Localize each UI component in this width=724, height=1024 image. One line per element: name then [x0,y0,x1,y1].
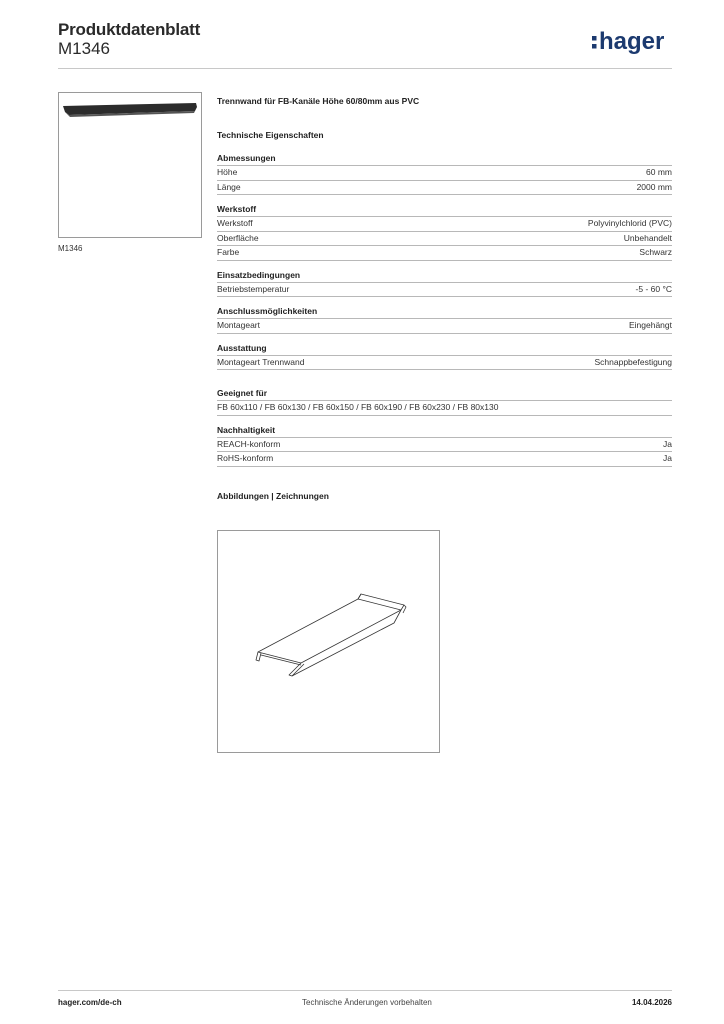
property-row [217,232,672,247]
section-equipment [217,342,672,371]
section-title: Einsatzbedingungen [217,269,672,283]
property-label: FB 60x110 / FB 60x130 / FB 60x150 / FB 60x190 / FB 60x230 / FB 80x130 [217,402,499,412]
property-row [217,181,672,196]
property-label: Oberfläche [217,232,259,243]
product-details [217,96,672,505]
property-label: REACH-konform [217,438,281,449]
section-sustainability [217,424,672,467]
property-row [217,401,672,416]
logo-text: hager [599,28,665,55]
section-dimensions [217,152,672,195]
property-row [217,452,672,467]
property-label: Werkstoff [217,218,253,228]
property-label: Montageart Trennwand [217,356,305,367]
section-title: Werkstoff [217,203,672,217]
property-row [217,319,672,334]
article-number: M1346 [58,39,110,58]
property-label: RoHS-konform [217,453,274,463]
product-description: Trennwand für FB-Kanäle Höhe 60/80mm aus PVC [217,96,420,106]
footer-website: hager.com/de-ch [58,998,122,1007]
divider-drawing-icon [218,531,439,752]
property-label: Länge [217,181,241,192]
section-title: Nachhaltigkeit [217,424,672,438]
property-value: 2000 mm [636,181,672,192]
property-value: Ja [663,453,672,463]
technical-drawing [217,530,440,753]
section-title: Abmessungen [217,152,672,166]
property-value: Schnappbefestigung [594,356,672,367]
product-photo-icon [59,93,201,237]
property-row [217,246,672,261]
property-value: Polyvinylchlorid (PVC) [587,218,672,228]
product-image-caption: M1346 [58,244,83,253]
property-row [217,283,672,298]
section-title: Anschlussmöglichkeiten [217,305,672,319]
property-row [217,217,672,232]
property-row [217,356,672,371]
section-title: Ausstattung [217,342,672,356]
hager-logo [590,27,676,57]
section-connection-options [217,305,672,334]
footer-notice: Technische Änderungen vorbehalten [302,998,432,1007]
property-value: -5 - 60 °C [635,283,672,294]
header-divider [58,68,672,69]
property-value: 60 mm [646,167,672,177]
section-suitable-for [217,387,672,416]
property-value: Schwarz [639,247,672,257]
section-material [217,203,672,261]
technical-properties-heading: Technische Eigenschaften [217,130,324,140]
footer-date: 14.04.2026 [631,998,672,1007]
property-value: Unbehandelt [623,232,672,243]
property-value: Eingehängt [628,320,672,330]
product-image [58,92,202,238]
property-row [217,438,672,453]
property-label: Betriebstemperatur [217,283,290,294]
page-title: Produktdatenblatt [58,20,201,39]
section-operating-conditions [217,269,672,298]
section-title: Geeignet für [217,387,672,401]
property-label: Höhe [217,167,238,177]
property-label: Montageart [217,320,260,330]
property-row [217,166,672,181]
drawings-heading: Abbildungen | Zeichnungen [217,490,329,501]
property-value: Ja [663,438,672,449]
footer-divider [58,990,672,991]
property-label: Farbe [217,247,240,257]
